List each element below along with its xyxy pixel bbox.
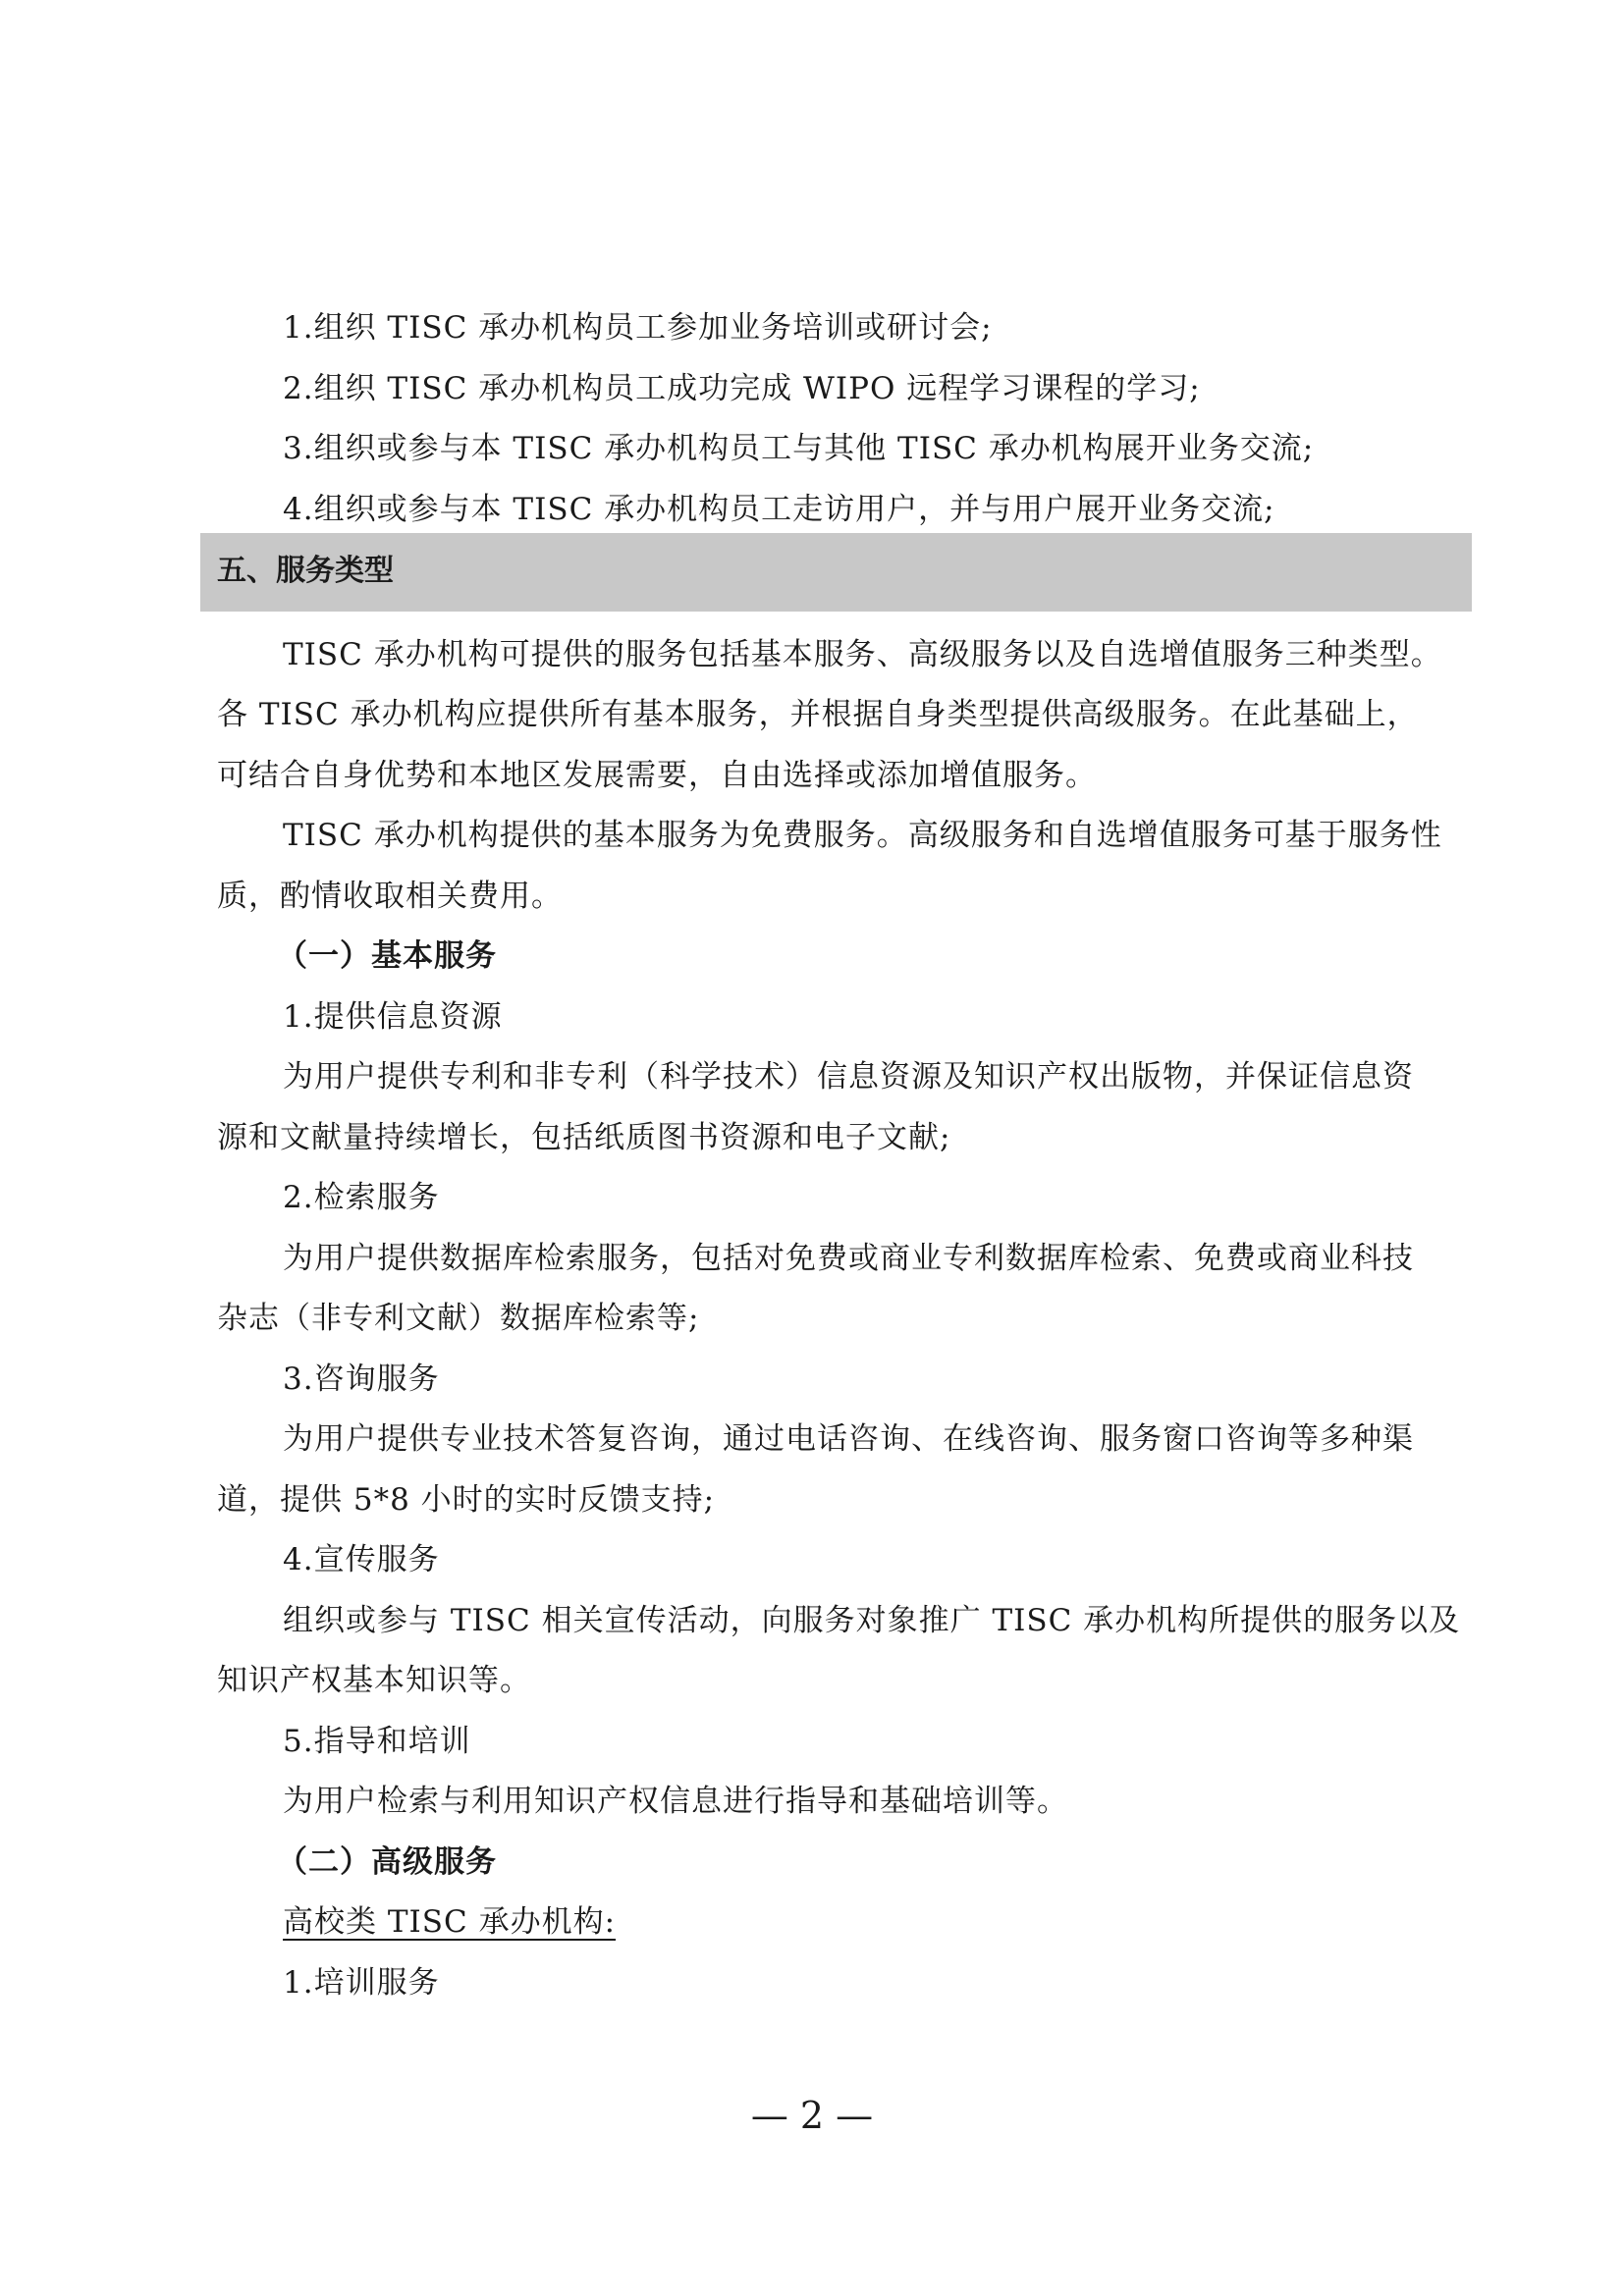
intro-p2-line1: TISC 承办机构提供的基本服务为免费服务。高级服务和自选增值服务可基于服务性 xyxy=(283,818,1442,853)
basic-item4-title: 4.宣传服务 xyxy=(283,1542,440,1577)
basic-item5-line1: 为用户检索与利用知识产权信息进行指导和基础培训等。 xyxy=(283,1784,1068,1819)
list-item-2: 2.组织 TISC 承办机构员工成功完成 WIPO 远程学习课程的学习; xyxy=(283,371,1201,406)
basic-item2-line1: 为用户提供数据库检索服务，包括对免费或商业专利数据库检索、免费或商业科技 xyxy=(283,1241,1414,1276)
section-heading: 五、服务类型 xyxy=(217,554,394,588)
list-item-1: 1.组织 TISC 承办机构员工参加业务培训或研讨会; xyxy=(283,310,993,346)
advanced-subheading: 高校类 TISC 承办机构: xyxy=(283,1904,617,1940)
basic-item2-line2: 杂志（非专利文献）数据库检索等; xyxy=(217,1301,700,1336)
intro-p1-line1: TISC 承办机构可提供的服务包括基本服务、高级服务以及自选增值服务三种类型。 xyxy=(283,637,1442,672)
basic-item1-line2: 源和文献量持续增长，包括纸质图书资源和电子文献; xyxy=(217,1120,951,1155)
intro-p1-line3: 可结合自身优势和本地区发展需要，自由选择或添加增值服务。 xyxy=(217,758,1097,793)
basic-item5-title: 5.指导和培训 xyxy=(283,1724,471,1759)
basic-item4-line2: 知识产权基本知识等。 xyxy=(217,1663,531,1698)
basic-item2-title: 2.检索服务 xyxy=(283,1180,440,1215)
page-number: — 2 — xyxy=(750,2094,874,2137)
list-item-4: 4.组织或参与本 TISC 承办机构员工走访用户，并与用户展开业务交流; xyxy=(283,492,1275,527)
basic-item1-line1: 为用户提供专利和非专利（科学技术）信息资源及知识产权出版物，并保证信息资 xyxy=(283,1059,1414,1095)
intro-p1-line2: 各 TISC 承办机构应提供所有基本服务，并根据自身类型提供高级服务。在此基础上， xyxy=(217,697,1419,732)
basic-item1-title: 1.提供信息资源 xyxy=(283,999,503,1035)
basic-item4-line1: 组织或参与 TISC 相关宣传活动，向服务对象推广 TISC 承办机构所提供的服务以及 xyxy=(283,1603,1461,1638)
basic-item3-title: 3.咨询服务 xyxy=(283,1362,440,1397)
basic-item3-line1: 为用户提供专业技术答复咨询，通过电话咨询、在线咨询、服务窗口咨询等多种渠 xyxy=(283,1421,1414,1457)
advanced-services-heading: （二）高级服务 xyxy=(277,1844,497,1880)
basic-services-heading: （一）基本服务 xyxy=(277,938,497,974)
list-item-3: 3.组织或参与本 TISC 承办机构员工与其他 TISC 承办机构展开业务交流; xyxy=(283,431,1315,466)
advanced-item1-title: 1.培训服务 xyxy=(283,1965,440,2001)
basic-item3-line2: 道，提供 5*8 小时的实时反馈支持; xyxy=(217,1482,716,1518)
intro-p2-line2: 质，酌情收取相关费用。 xyxy=(217,879,563,914)
